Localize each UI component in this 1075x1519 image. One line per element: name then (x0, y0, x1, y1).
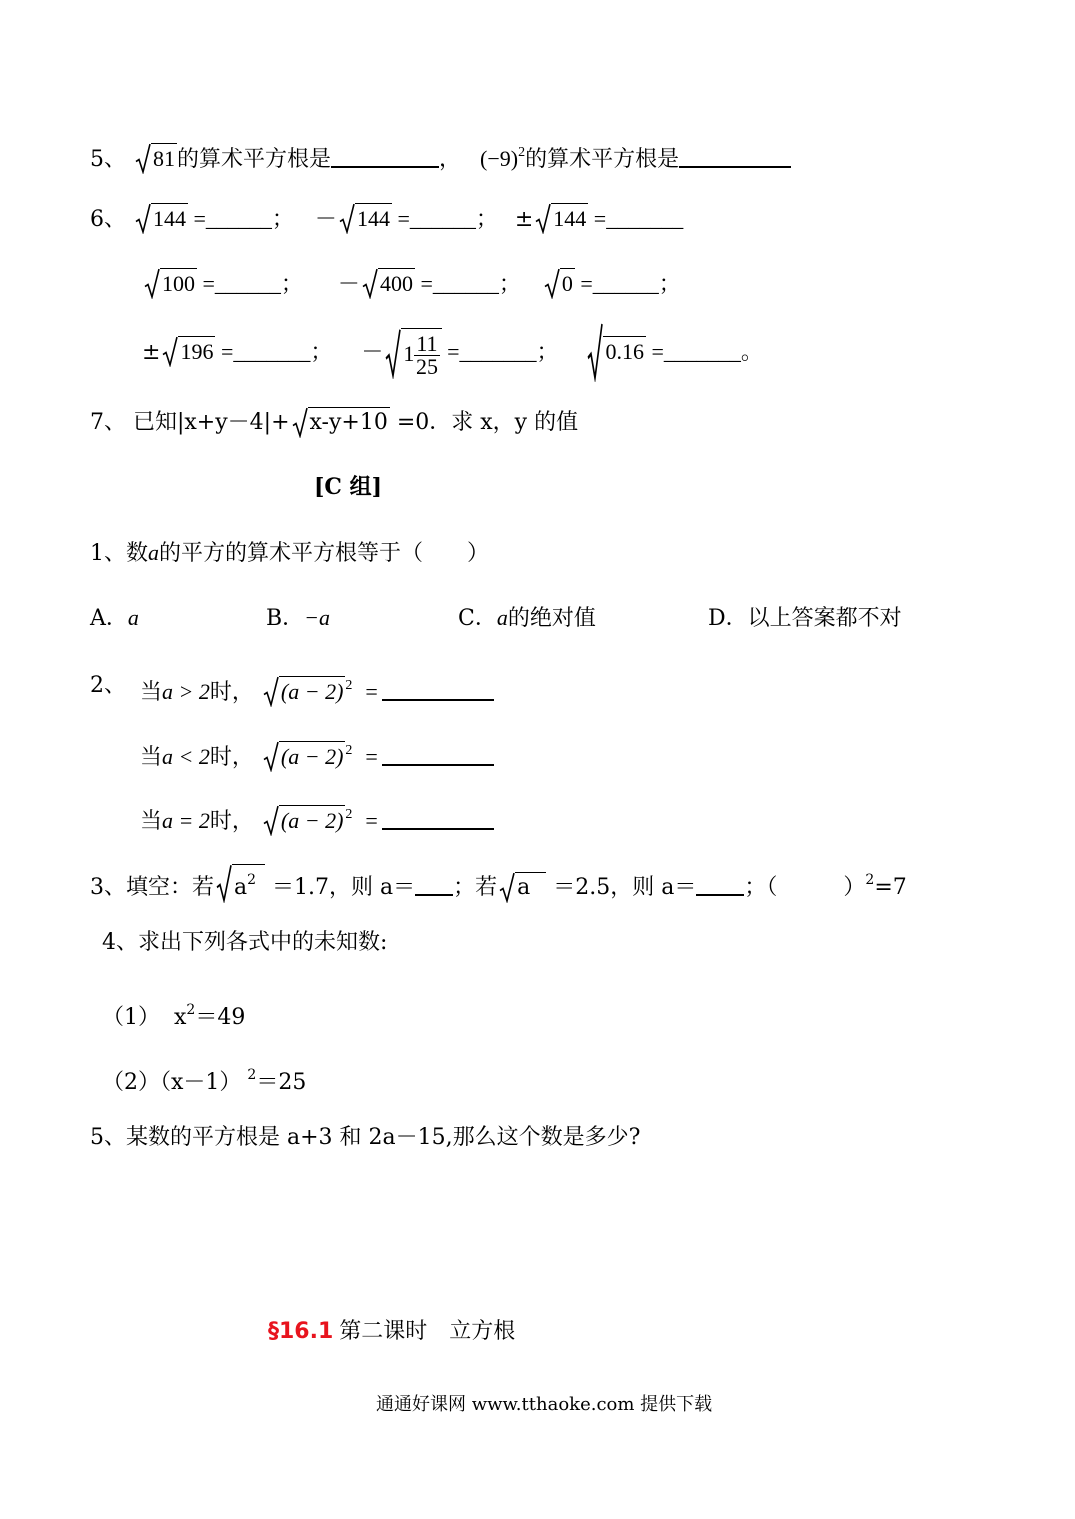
question-6-row-1: 6、 144 =______； － 144 =______； ± 144 =_______ (90, 203, 683, 235)
c1-option-c[interactable]: C．a的绝对值 (458, 605, 596, 631)
answer-blank[interactable] (415, 874, 453, 896)
answer-blank[interactable] (382, 808, 494, 830)
answer-blank[interactable]: =_______； (441, 339, 559, 364)
answer-blank[interactable] (331, 146, 439, 168)
c2-row-2: 当a < 2时， (a − 2) $^2$ = (140, 736, 494, 773)
answer-blank[interactable]: =______； (197, 271, 303, 296)
c1-option-b[interactable]: B．−a (266, 605, 331, 631)
footer-credit: 通通好课网 www.tthaoke.com 提供下载 (376, 1394, 713, 1415)
c-question-5: 5、某数的平方根是 a+3 和 2a－15,那么这个数是多少? (90, 1125, 641, 1150)
answer-blank[interactable]: =_______ (588, 206, 684, 231)
c4-equation-1: （1） $x^2=49$ (102, 1002, 246, 1030)
c-question-2-label: 2、 (90, 673, 126, 698)
c-question-3: 3、填空：若 $a^2 =1.7$，则 a＝ ；若 a ＝2.5，则 a＝ ；（ ）$^2$=7 (90, 864, 907, 903)
question-7: 7、 已知|x+y－4|+ x-y+10 =0．求 x，y 的值 (90, 407, 578, 438)
answer-blank[interactable]: =______； (414, 271, 521, 296)
section-heading: §16.1 第二课时 立方根 (268, 1319, 516, 1344)
answer-blank[interactable] (382, 679, 494, 701)
group-c-title: [C 组] (314, 474, 382, 500)
sqrt-mixed-fraction: 1 $\frac{11}{25}$ (385, 328, 441, 379)
answer-blank[interactable]: =______； (391, 206, 498, 231)
sqrt-81: 81 (135, 143, 177, 174)
answer-blank[interactable]: =______； (188, 206, 294, 231)
c1-option-d[interactable]: D．以上答案都不对 (708, 606, 902, 631)
c-question-1: 1、数a的平方的算术平方根等于（ ） (90, 540, 490, 566)
answer-blank[interactable]: =_______； (215, 339, 333, 364)
question-6-row-3: ± 196 =_______； － 1 $\frac{11}{25}$ =_______； 0.16 =_______。 (142, 322, 763, 383)
answer-blank[interactable]: =______； (574, 271, 681, 296)
c2-row-1: 当a > 2时， (a − 2) $^2$ = (140, 671, 494, 708)
c4-equation-2: （2）（x－1） $^2$＝25 (102, 1067, 307, 1095)
c2-row-3: 当a = 2时， (a − 2) $^2$ = (140, 800, 494, 837)
answer-blank[interactable] (679, 146, 791, 168)
question-6-row-2: 100 =______； － 400 =______； 0 =______； (142, 268, 681, 300)
c-question-4-title: 4、求出下列各式中的未知数: (102, 930, 388, 955)
answer-blank[interactable]: =_______。 (645, 339, 763, 364)
answer-blank[interactable] (696, 874, 744, 896)
c1-option-a[interactable]: A．a (90, 605, 139, 631)
question-5: 5、 81的算术平方根是 ， $(-9)^2$的算术平方根是 (90, 138, 791, 175)
answer-blank[interactable] (382, 744, 494, 766)
